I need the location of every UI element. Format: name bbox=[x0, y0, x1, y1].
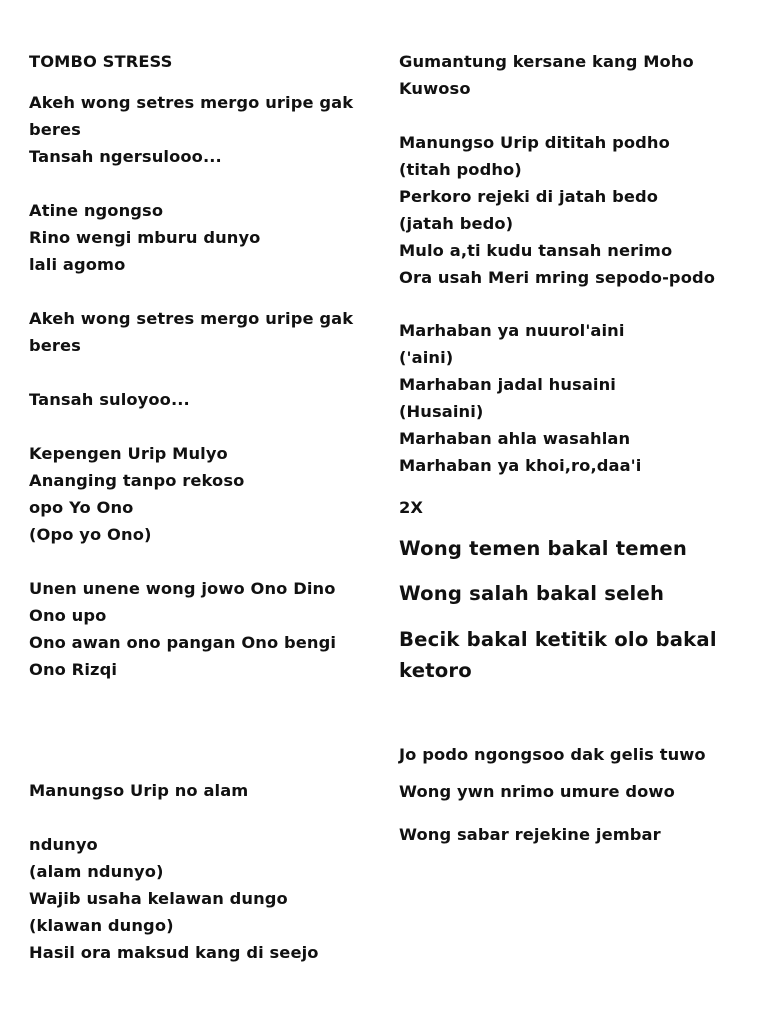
left-column-line: Akeh wong setres mergo uripe gak beres bbox=[29, 93, 359, 139]
right-column-line: Becik bakal ketitik olo bakal ketoro bbox=[399, 628, 724, 682]
left-column-line: Hasil ora maksud kang di seejo bbox=[29, 943, 319, 962]
right-column-line: Marhaban ya khoi,ro,daa'i bbox=[399, 456, 642, 475]
left-column-line: Unen unene wong jowo Ono Dino Ono upo bbox=[29, 579, 342, 625]
left-column-line: (Opo yo Ono) bbox=[29, 525, 152, 544]
left-column-line: (klawan dungo) bbox=[29, 916, 174, 935]
left-column-line: Akeh wong setres mergo uripe gak beres bbox=[29, 309, 359, 355]
right-column-line: Marhaban jadal husaini bbox=[399, 375, 616, 394]
right-column-line: Wong salah bakal seleh bbox=[399, 582, 665, 605]
right-column-line: Gumantung kersane kang Moho Kuwoso bbox=[399, 52, 700, 98]
right-column-line: Mulo a,ti kudu tansah nerimo bbox=[399, 241, 673, 260]
left-column-line: opo Yo Ono bbox=[29, 498, 134, 517]
right-column-line: ('aini) bbox=[399, 348, 454, 367]
right-column-line: Wong temen bakal temen bbox=[399, 537, 688, 560]
right-column-line: Jo podo ngongsoo dak gelis tuwo bbox=[399, 745, 706, 764]
right-column-line: 2X bbox=[399, 498, 424, 517]
left-column-line: Rino wengi mburu dunyo bbox=[29, 228, 261, 247]
left-column-line: TOMBO STRESS bbox=[29, 52, 173, 71]
left-column-line: Ananging tanpo rekoso bbox=[29, 471, 245, 490]
right-column-line: Perkoro rejeki di jatah bedo bbox=[399, 187, 659, 206]
right-column-line: Ora usah Meri mring sepodo-podo bbox=[399, 268, 716, 287]
left-column-line: Manungso Urip no alam bbox=[29, 781, 249, 800]
right-column-line: Wong sabar rejekine jembar bbox=[399, 825, 661, 844]
right-column-line: Wong ywn nrimo umure dowo bbox=[399, 782, 675, 801]
right-column-line: Manungso Urip dititah podho bbox=[399, 133, 670, 152]
right-column-line: (Husaini) bbox=[399, 402, 484, 421]
left-column-line: (alam ndunyo) bbox=[29, 862, 164, 881]
right-column bbox=[399, 48, 744, 848]
right-column-line: (titah podho) bbox=[399, 160, 522, 179]
left-column-line: Kepengen Urip Mulyo bbox=[29, 444, 228, 463]
right-column-line: Marhaban ahla wasahlan bbox=[399, 429, 631, 448]
left-column-line: Atine ngongso bbox=[29, 201, 164, 220]
left-column-line: Wajib usaha kelawan dungo bbox=[29, 889, 288, 908]
right-column-line: Marhaban ya nuurol'aini bbox=[399, 321, 625, 340]
left-column bbox=[29, 48, 374, 966]
left-column-line: ndunyo bbox=[29, 835, 98, 854]
left-column-line: Tansah ngersulooo... bbox=[29, 147, 222, 166]
left-column-line: Ono awan ono pangan Ono bengi Ono Rizqi bbox=[29, 633, 342, 679]
left-column-line: lali agomo bbox=[29, 255, 126, 274]
left-column-line: Tansah suloyoo... bbox=[29, 390, 190, 409]
right-column-line: (jatah bedo) bbox=[399, 214, 514, 233]
